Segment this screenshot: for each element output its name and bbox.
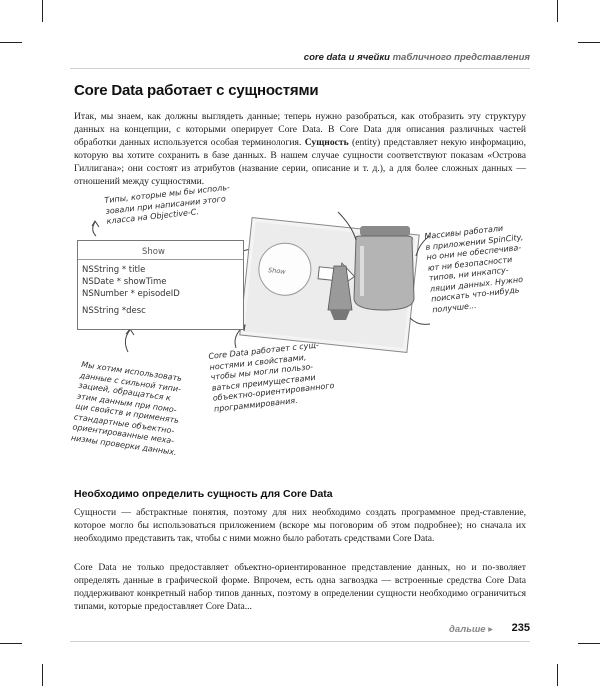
field-title: NSString * title xyxy=(82,265,146,275)
paragraph-1: Сущности — абстрактные понятия, поэтому для них необходимо создать программное пред-ставление, которое могло бы использоваться приложением (вскоре мы поговорим об этом подробнее); но сначала их необходимо представить так, чтобы с ними можно было работать средствами Core Data. xyxy=(74,507,526,544)
section-title: Необходимо определить сущность для Core Data xyxy=(74,488,333,500)
intro-text-before: Итак, мы знаем, как должны выглядеть данные; теперь нужно разобраться, как отобразить эту структуру данных на концепции, с которыми оперирует Core Data. В Core Data для описания различных частей обработки данных используется особая терминология. xyxy=(74,111,526,148)
paragraph-2: Core Data не только предоставляет объектно-ориентированное представление данных, но и по-зволяет определять данные в графической форме. Впрочем, есть одна загвоздка — встроенные средства Core Data поддерживают конкретный набор типов данных, поэтому в определении сущности необходимо ограничиться типами, которые предоставляет Core Data... xyxy=(74,562,526,612)
show-entity-title-rule xyxy=(78,259,243,260)
note-strong-typing: Мы хотим использовать данные с сильной типи- зацией, обращаться к этим данным при помо- щи свойств и применять стандартные объектно- ориентированные меха- низмы проверки данных. xyxy=(70,360,183,457)
field-desc: NSString *desc xyxy=(82,306,146,316)
running-header-part2: табличного представления xyxy=(392,52,530,63)
field-episodeid: NSNumber * episodeID xyxy=(82,289,180,299)
show-circle-label: Show xyxy=(267,266,286,276)
next-link[interactable]: дальше ▸ xyxy=(449,624,493,635)
note-core-data: Core Data работает с сущ- ностями и свойствами, чтобы мы могли пользо- ваться преимуществами объектно-ориентированного программирования. xyxy=(208,340,335,414)
note-arrays: Массивы работали в приложении SpinCity, но они не обеспечива- ют ни безопасности типов, ни инкапсу- ляции данных. Нужно поискать что-нибудь получше... xyxy=(424,223,524,315)
intro-text-after: (entity) представляет некую информацию, которую вы хотите сохранить в базе данных. В нашем случае сущности соответствуют показам «Острова Гиллигана»; они состоят из атрибутов (название серии, описание и т. д.), а для более сложных данных — отношений между сущностями. xyxy=(74,137,526,187)
note-types: Типы, которые мы бы исполь- зовали при написании этого класса на Objective-C. xyxy=(104,182,231,226)
running-header-part1: core data и ячейки xyxy=(303,52,393,63)
footer-rule xyxy=(70,641,530,642)
jar-icon xyxy=(354,226,414,310)
intro-term: Сущность xyxy=(304,137,349,148)
page-number: 235 xyxy=(511,622,530,634)
arrow-arrays-3 xyxy=(410,318,430,324)
page-title: Core Data работает с сущностями xyxy=(74,82,319,99)
show-entity-title: Show xyxy=(142,247,165,257)
show-entity-box xyxy=(77,240,244,330)
field-showtime: NSDate * showTime xyxy=(82,277,167,287)
